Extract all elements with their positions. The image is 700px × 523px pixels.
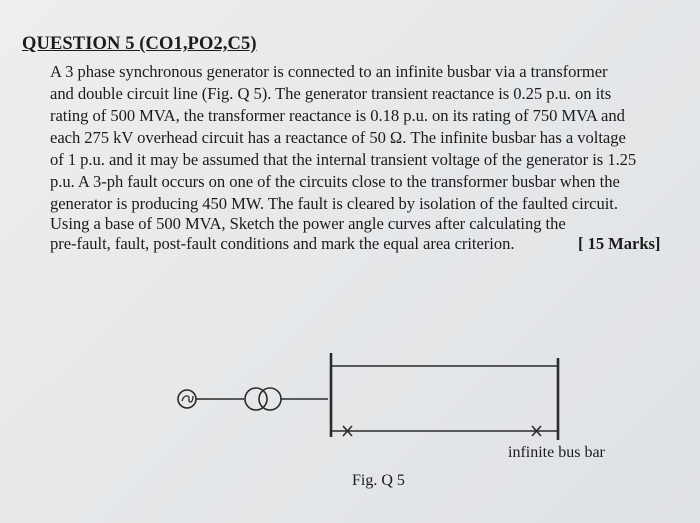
question-line-8: Using a base of 500 MVA, Sketch the power angle curves after calculating the [50, 214, 566, 233]
question-line-9: pre-fault, fault, post-fault conditions and mark the equal area criterion. [50, 234, 515, 253]
question-line-3: rating of 500 MVA, the transformer reactance is 0.18 p.u. on its rating of 750 MVA and [50, 106, 625, 125]
question-heading: QUESTION 5 (CO1,PO2,C5) [22, 34, 257, 54]
question-line-7: generator is producing 450 MW. The fault is cleared by isolation of the faulted circuit. [50, 194, 618, 213]
question-line-5: of 1 p.u. and it may be assumed that the internal transient voltage of the generator is 1.25 [50, 150, 637, 169]
generator-icon [178, 390, 196, 408]
question-line-1: A 3 phase synchronous generator is connected to an infinite busbar via a transformer [50, 62, 608, 81]
question-line-6: p.u. A 3-ph fault occurs on one of the circuits close to the transformer busbar when the [50, 172, 620, 191]
question-line-2: and double circuit line (Fig. Q 5). The generator transient reactance is 0.25 p.u. on its [50, 84, 612, 103]
question-line-4: each 275 kV overhead circuit has a reactance of 50 Ω. The infinite busbar has a voltage [50, 128, 626, 147]
marks-label: [ 15 Marks] [578, 234, 661, 253]
figure-caption: Fig. Q 5 [352, 472, 405, 489]
transformer-icon [245, 388, 281, 410]
infinite-busbar-label: infinite bus bar [508, 444, 605, 461]
